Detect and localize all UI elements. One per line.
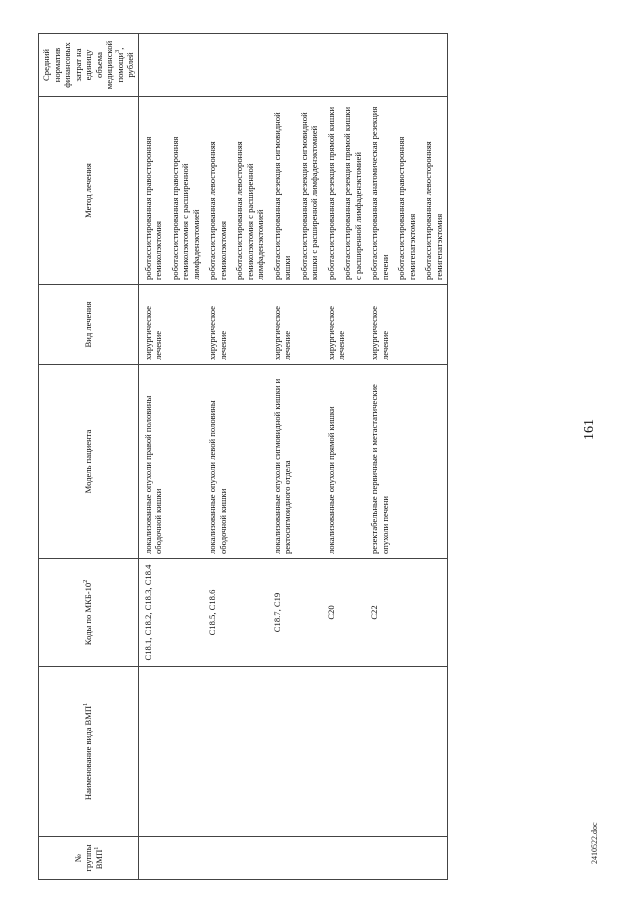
cell-vmp-name (204, 667, 269, 837)
method-item: роботассистированная правосторонняя гемиколэктомия (142, 136, 163, 280)
cell-vmp-name (138, 667, 204, 837)
cell-cost-norm (204, 34, 269, 97)
cell-patient-model: локализованные опухоли левой половины ободочной кишки (204, 365, 269, 559)
method-item: роботассистированная левосторонняя гемигепатэктомия (423, 141, 444, 280)
header-vmp-name: Наименование вида ВМП$^1$ (39, 667, 139, 837)
header-treatment-method: Метод лечения (39, 97, 139, 285)
cell-treatment-type: хирургическое лечение (204, 285, 269, 365)
cell-treatment-type: хирургическое лечение (138, 285, 204, 365)
method-item: роботассистированная резекция прямой кишки с расширенной лимфаденэктомией (342, 106, 363, 280)
cell-group-no (204, 837, 269, 880)
cell-vmp-name (269, 667, 323, 837)
table-row (204, 34, 269, 880)
page-number: 161 (582, 419, 597, 440)
cell-vmp-name (366, 667, 448, 837)
cell-patient-model: резектабельные первичные и метастатические опухоли печени (366, 365, 448, 559)
table-row (366, 34, 448, 880)
document-code: 2410522.doc (590, 822, 599, 864)
vmp-table (38, 33, 448, 880)
cell-icd-codes: C18.5, C18.6 (204, 559, 269, 667)
table-row (269, 34, 323, 880)
cell-patient-model: локализованные опухоли сигмовидной кишки и ректосигмоидного отдела (269, 365, 323, 559)
table-row (138, 34, 204, 880)
cell-patient-model: локализованные опухоли правой половины ободочной кишки (138, 365, 204, 559)
method-item: роботассистированная правосторонняя гемиколэктомия с расширенной лимфаденэктомией (169, 136, 201, 280)
cell-treatment-type: хирургическое лечение (269, 285, 323, 365)
method-item: роботассистированная левосторонняя гемиколэктомия (207, 141, 228, 280)
cell-icd-codes: C18.7, C19 (269, 559, 323, 667)
header-cost-norm: Средний норматив финансовых затрат на единицу объема медицинской помощи$^3$, рублей (39, 34, 139, 97)
method-item: роботассистированная резекция сигмовидной кишки с расширенной лимфаденэктомией (298, 112, 319, 280)
cell-cost-norm (269, 34, 323, 97)
cell-group-no (366, 837, 448, 880)
cell-treatment-method (323, 97, 367, 285)
cell-treatment-type: хирургическое лечение (366, 285, 448, 365)
cell-treatment-method (204, 97, 269, 285)
method-item: роботассистированная правосторонняя гемигепатэктомия (396, 136, 417, 280)
cell-vmp-name (323, 667, 367, 837)
method-item: роботассистированная резекция сигмовидной кишки (271, 112, 292, 280)
cell-cost-norm (323, 34, 367, 97)
method-item: роботассистированная анатомическая резекция печени (369, 106, 390, 280)
header-icd-codes: Коды по МКБ-$10^2$ (39, 559, 139, 667)
cell-treatment-method (138, 97, 204, 285)
cell-group-no (138, 837, 204, 880)
cell-treatment-method (366, 97, 448, 285)
cell-icd-codes: C18.1, C18.2, C18.3, C18.4 (138, 559, 204, 667)
cell-group-no (323, 837, 367, 880)
method-item: роботассистированная резекция прямой кишки (325, 106, 336, 280)
cell-treatment-method (269, 97, 323, 285)
cell-icd-codes: C20 (323, 559, 367, 667)
cell-cost-norm (366, 34, 448, 97)
header-patient-model: Модель пациента (39, 365, 139, 559)
cell-group-no (269, 837, 323, 880)
cell-treatment-type: хирургическое лечение (323, 285, 367, 365)
method-item: роботассистированная левосторонняя гемиколэктомия с расширенной лимфаденэктомией (234, 141, 265, 280)
cell-patient-model: локализованные опухоли прямой кишки (323, 365, 367, 559)
table-row (323, 34, 367, 880)
header-group-no: № группы ВМП$^1$ (39, 837, 139, 880)
table-header-row (39, 34, 139, 880)
cell-cost-norm (138, 34, 204, 97)
cell-icd-codes: C22 (366, 559, 448, 667)
header-treatment-type: Вид лечения (39, 285, 139, 365)
